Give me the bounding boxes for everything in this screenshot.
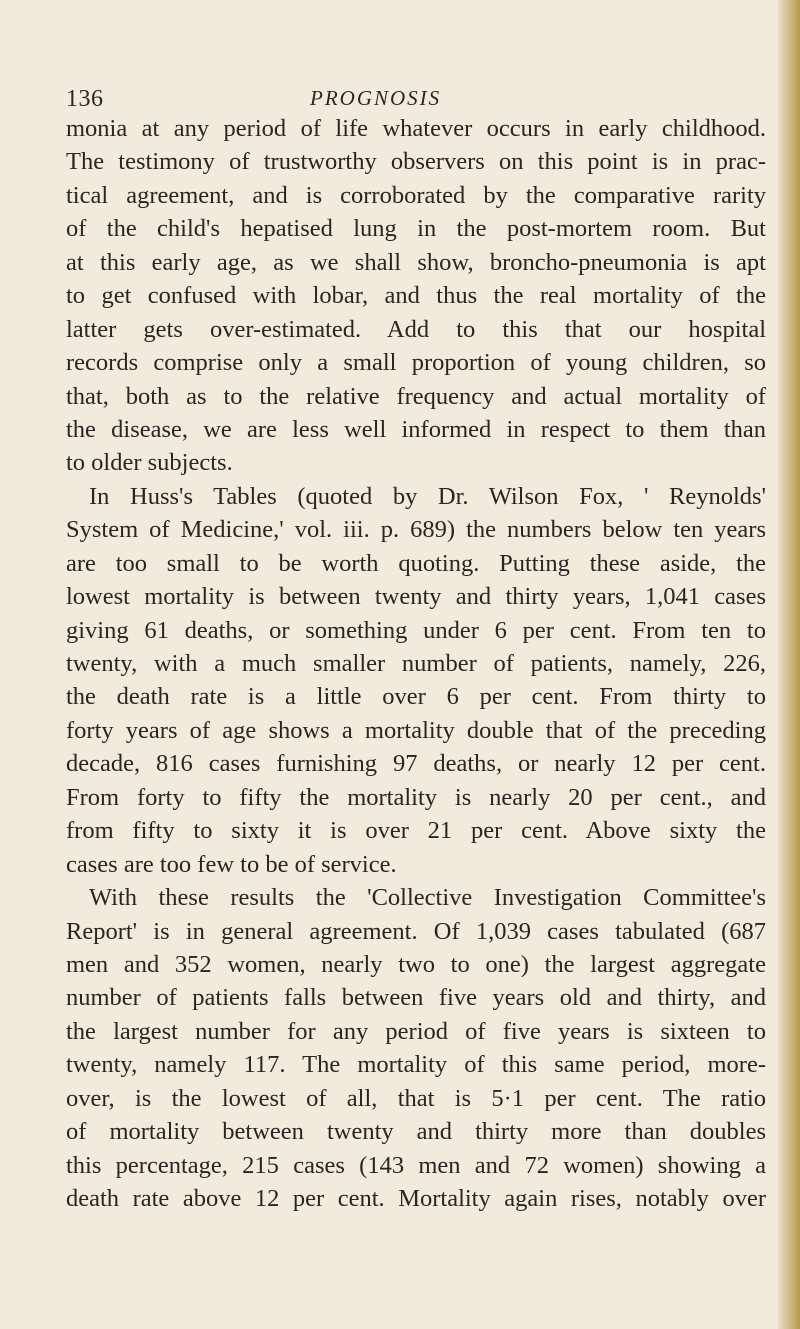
text-line: death rate above 12 per cent. Mortality again rises, notably over [66,1185,766,1212]
text-line: In Huss's Tables (quoted by Dr. Wilson Fox, ' Reynolds' [89,482,766,510]
text-line: The testimony of trustworthy observers on this point is in prac- [66,148,766,176]
text-line: this percentage, 215 cases (143 men and 72 women) showing a [66,1151,766,1179]
text-line: of the child's hepatised lung in the post-mortem room. But [66,215,766,243]
text-line: number of patients falls between five years old and thirty, and [66,984,766,1012]
text-line: tical agreement, and is corroborated by the comparative rarity [66,181,766,209]
page-number: 136 [66,86,104,112]
text-line: the largest number for any period of five years is sixteen to [66,1017,766,1045]
text-line: decade, 816 cases furnishing 97 deaths, or nearly 12 per cent. [66,750,766,778]
text-line: forty years of age shows a mortality double that of the preceding [66,716,766,744]
text-line: twenty, namely 117. The mortality of this same period, more- [66,1051,766,1079]
page-edge [778,0,800,1329]
text-line: monia at any period of life whatever occurs in early childhood. [66,115,766,142]
text-line: latter gets over-estimated. Add to this that our hospital [66,315,766,343]
text-line: cases are too few to be of service. [66,850,397,878]
text-line: Report' is in general agreement. Of 1,039 cases tabulated (687 [66,917,766,945]
text-line: System of Medicine,' vol. iii. p. 689) the numbers below ten years [66,516,766,544]
text-line: from fifty to sixty it is over 21 per cent. Above sixty the [66,817,766,845]
text-line: to older subjects. [66,449,233,477]
text-line: men and 352 women, nearly two to one) the largest aggregate [66,950,766,978]
text-line: lowest mortality is between twenty and thirty years, 1,041 cases [66,583,766,611]
text-line: the disease, we are less well informed in respect to them than [66,415,766,443]
text-line: From forty to fifty the mortality is nearly 20 per cent., and [66,783,766,811]
text-line: giving 61 deaths, or something under 6 per cent. From ten to [66,616,766,644]
text-line: With these results the 'Collective Investigation Committee's [89,884,766,912]
running-head: PROGNOSIS [310,86,442,110]
text-line: at this early age, as we shall show, broncho-pneumonia is apt [66,248,766,276]
text-line: are too small to be worth quoting. Putting these aside, the [66,549,766,577]
text-line: records comprise only a small proportion of young children, so [66,349,766,377]
text-line: to get confused with lobar, and thus the real mortality of the [66,282,766,310]
text-line: of mortality between twenty and thirty more than doubles [66,1118,766,1146]
text-line: the death rate is a little over 6 per cent. From thirty to [66,683,766,711]
text-line: that, both as to the relative frequency and actual mortality of [66,382,766,410]
text-line: twenty, with a much smaller number of patients, namely, 226, [66,650,766,677]
text-line: over, is the lowest of all, that is 5·1 per cent. The ratio [66,1084,766,1112]
body-text [66,112,766,1215]
